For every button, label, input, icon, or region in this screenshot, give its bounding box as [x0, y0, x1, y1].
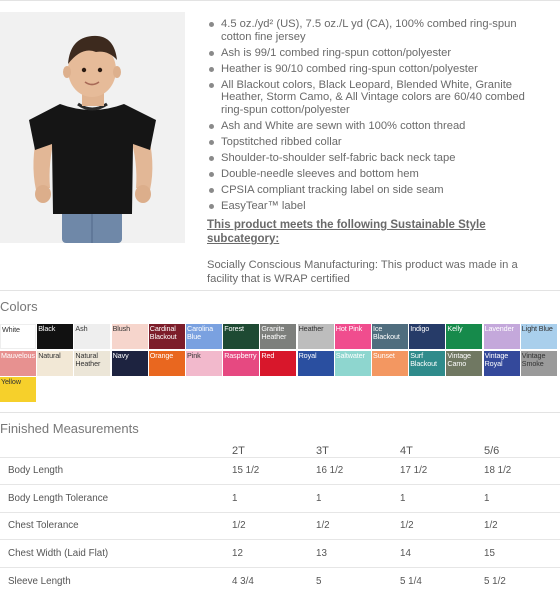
color-swatch-ice-blackout[interactable]: Ice Blackout: [372, 324, 408, 349]
color-swatch-forest[interactable]: Forest: [223, 324, 259, 349]
measurements-table: [0, 438, 560, 595]
color-swatch-vintage-smoke[interactable]: Vintage Smoke: [521, 351, 557, 376]
measurement-row: [0, 567, 560, 595]
measurement-value: 1/2: [480, 512, 560, 540]
color-swatch-lavender[interactable]: Lavender: [484, 324, 520, 349]
color-swatch-navy[interactable]: Navy: [112, 351, 148, 376]
measurement-value: 1: [228, 485, 312, 513]
measurements-header-row: [0, 438, 560, 457]
color-swatch-pink[interactable]: Pink: [186, 351, 222, 376]
color-swatch-hot-pink[interactable]: Hot Pink: [335, 324, 371, 349]
feature-list: [207, 18, 547, 212]
color-swatch-vintage-royal[interactable]: Vintage Royal: [484, 351, 520, 376]
color-swatch-black[interactable]: Black: [37, 324, 73, 349]
feature-item: All Blackout colors, Black Leopard, Blended White, Granite Heather, Storm Camo, & All Vintage colors are 60/40 combed ring-spun cotton/polyester: [207, 79, 547, 117]
color-swatch-natural[interactable]: Natural: [37, 351, 73, 376]
color-swatch-yellow[interactable]: Yellow: [0, 377, 36, 402]
measurement-label-header: [0, 438, 228, 457]
measurement-value: 1: [396, 485, 480, 513]
product-photo[interactable]: [0, 12, 185, 243]
color-swatch-cardinal-blackout[interactable]: Cardinal Blackout: [149, 324, 185, 349]
color-swatch-carolina-blue[interactable]: Carolina Blue: [186, 324, 222, 349]
color-swatch-saltwater[interactable]: Saltwater: [335, 351, 371, 376]
feature-item: 4.5 oz./yd² (US), 7.5 oz./L yd (CA), 100% combed ring-spun cotton fine jersey: [207, 18, 547, 43]
color-swatch-royal[interactable]: Royal: [298, 351, 334, 376]
measurement-label: Chest Width (Laid Flat): [0, 540, 228, 568]
sustainable-style-description: Socially Conscious Manufacturing: This product was made in a facility that is WRAP certified: [207, 259, 518, 285]
measurement-value: 13: [312, 540, 396, 568]
measurement-row: [0, 485, 560, 513]
measurement-row: [0, 457, 560, 485]
size-header: 4T: [400, 444, 413, 457]
finished-measurements-heading: Finished Measurements: [0, 421, 139, 436]
product-features: [207, 18, 547, 286]
size-header: 2T: [232, 444, 245, 457]
feature-item: Ash is 99/1 combed ring-spun cotton/polyester: [207, 47, 547, 60]
color-swatch-vintage-camo[interactable]: Vintage Camo: [446, 351, 482, 376]
measurement-label: Body Length: [0, 457, 228, 485]
feature-item: Topstitched ribbed collar: [207, 136, 547, 149]
measurement-value: 16 1/2: [312, 457, 396, 485]
size-header: 5/6: [484, 444, 500, 457]
measurement-value: 1: [312, 485, 396, 513]
measurements-divider: [0, 412, 560, 413]
measurement-value: 4 3/4: [228, 567, 312, 595]
measurement-value: 1: [480, 485, 560, 513]
measurement-label: Chest Tolerance: [0, 512, 228, 540]
toddler-tee-model-image: [0, 12, 185, 243]
color-swatch-blush[interactable]: Blush: [112, 324, 148, 349]
measurement-label: Sleeve Length: [0, 567, 228, 595]
size-header: 3T: [316, 444, 329, 457]
measurement-value: 5 1/2: [480, 567, 560, 595]
measurement-value: 1/2: [228, 512, 312, 540]
feature-item: Ash and White are sewn with 100% cotton thread: [207, 120, 547, 133]
measurement-row: [0, 540, 560, 568]
colors-divider: [0, 290, 560, 291]
color-swatch-red[interactable]: Red: [260, 351, 296, 376]
measurement-value: 14: [396, 540, 480, 568]
measurement-value: 17 1/2: [396, 457, 480, 485]
color-swatch-mauvelous[interactable]: Mauvelous: [0, 351, 36, 376]
measurement-row: [0, 512, 560, 540]
feature-item: EasyTear™ label: [207, 200, 547, 213]
measurement-value: 5: [312, 567, 396, 595]
measurement-value: 18 1/2: [480, 457, 560, 485]
top-divider: [0, 0, 560, 1]
measurement-value: 1/2: [312, 512, 396, 540]
measurement-label: Body Length Tolerance: [0, 485, 228, 513]
measurement-value: 15 1/2: [228, 457, 312, 485]
color-swatch-light-blue[interactable]: Light Blue: [521, 324, 557, 349]
feature-item: Double-needle sleeves and bottom hem: [207, 168, 547, 181]
color-swatch-indigo[interactable]: Indigo: [409, 324, 445, 349]
color-swatch-granite-heather[interactable]: Granite Heather: [260, 324, 296, 349]
measurement-value: 15: [480, 540, 560, 568]
feature-item: Shoulder-to-shoulder self-fabric back neck tape: [207, 152, 547, 165]
measurement-value: 1/2: [396, 512, 480, 540]
color-swatch-sunset[interactable]: Sunset: [372, 351, 408, 376]
measurement-value: 12: [228, 540, 312, 568]
color-swatch-ash[interactable]: Ash: [74, 324, 110, 349]
sustainable-style-link[interactable]: This product meets the following Sustainable Style subcategory:: [207, 219, 486, 246]
colors-heading: Colors: [0, 299, 38, 314]
feature-item: CPSIA compliant tracking label on side seam: [207, 184, 547, 197]
color-swatch-raspberry[interactable]: Raspberry: [223, 351, 259, 376]
measurement-value: 5 1/4: [396, 567, 480, 595]
color-swatch-surf-blackout[interactable]: Surf Blackout: [409, 351, 445, 376]
color-swatch-orange[interactable]: Orange: [149, 351, 185, 376]
color-swatch-natural-heather[interactable]: Natural Heather: [74, 351, 110, 376]
color-swatch-heather[interactable]: Heather: [298, 324, 334, 349]
feature-item: Heather is 90/10 combed ring-spun cotton/polyester: [207, 63, 547, 76]
color-swatch-kelly[interactable]: Kelly: [446, 324, 482, 349]
color-swatch-white[interactable]: White: [0, 324, 36, 349]
